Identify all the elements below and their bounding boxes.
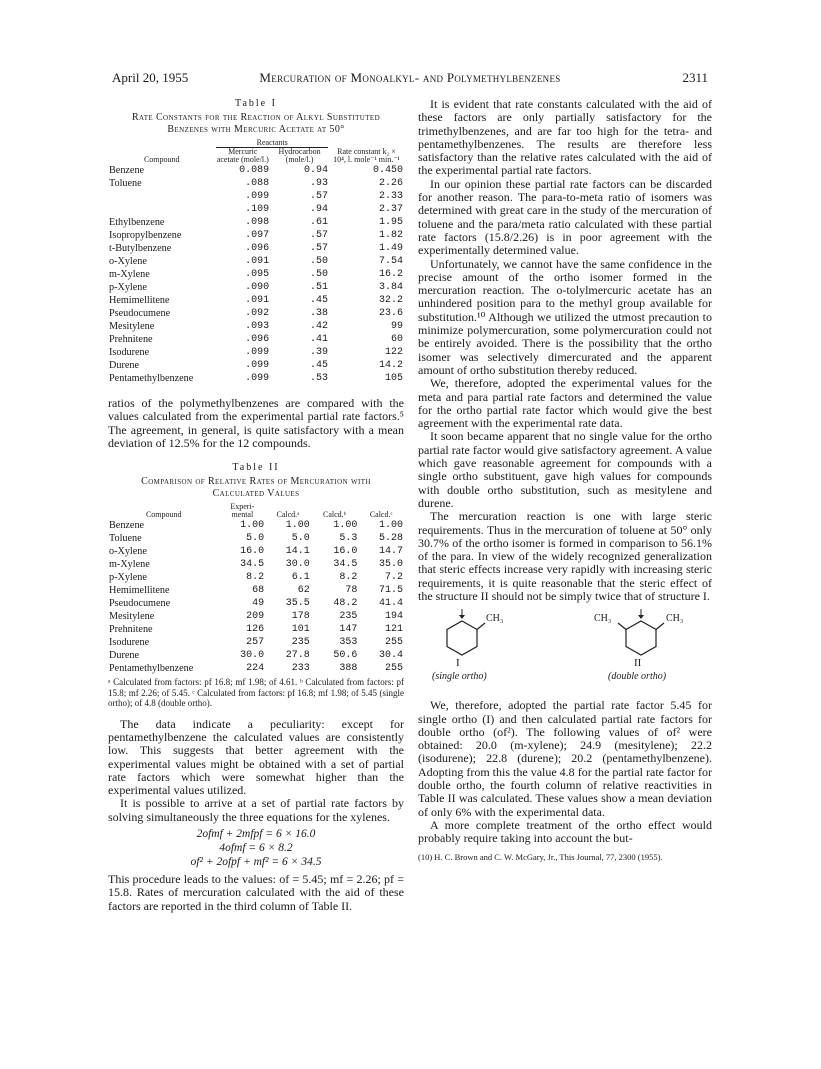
table2-label: Table II (232, 462, 280, 474)
table2-footnote: ᵃ Calculated from factors: pf 16.8; mf 1.98; of 4.61. ᵇ Calculated from factors: pf 15.8; mf 2.26; of 5.45. ᶜ Calculated from factors: pf 16.8; mf 1.98; of 5.45 (single ortho); of 4.8 (double ortho). (108, 677, 404, 709)
experimental-cell: 8.2 (246, 572, 265, 584)
compound-cell: Pentamethylbenzene (109, 373, 194, 384)
compound-cell: Durene (109, 360, 139, 371)
table-row (108, 597, 404, 610)
acetate-cell: .109 (245, 204, 270, 215)
table1-col-rate: Rate constant k₂ × 10⁴, l. mole⁻¹ min.⁻¹ (333, 147, 400, 164)
calcd-c-cell: 121 (384, 624, 403, 636)
equation-1: 2ofmf + 2mfpf = 6 × 16.0 (196, 828, 316, 841)
calcd-b-cell: 8.2 (339, 572, 358, 584)
experimental-cell: 5.0 (246, 533, 265, 545)
acetate-cell: .097 (245, 230, 270, 241)
acetate-cell: .099 (245, 360, 270, 371)
rate-cell: 2.26 (378, 178, 403, 189)
calcd-c-cell: 35.0 (378, 559, 403, 571)
right-paragraph-6: The mercuration reaction is one with large steric requirements. Thus in the mercuration of toluene at 50° only 30.7% of the ortho isomer is formed in comparison to 56.1% of the para. In view of the widely recognized generalization that steric effects increase very rapidly with increasing steric requirements, it is quite reasonable that the steric effect of the structure II should not be simply twice that of structure I. (418, 509, 712, 603)
calcd-a-cell: 233 (291, 663, 310, 675)
compound-cell: Hemimellitene (109, 585, 170, 597)
calcd-a-cell: 5.0 (291, 533, 310, 545)
compound-cell: m-Xylene (109, 559, 150, 571)
table-row (108, 229, 404, 242)
calcd-c-cell: 14.7 (378, 546, 403, 558)
table2-caption-line2: Calculated Values (212, 488, 300, 500)
compound-cell: Pentamethylbenzene (109, 663, 194, 675)
table2-col-calcd-b: Calcd.ᵇ (322, 510, 347, 520)
benzene-ring-single-ortho-icon (432, 609, 522, 659)
experimental-cell: 16.0 (240, 546, 265, 558)
rate-cell: 1.82 (378, 230, 403, 241)
header-date: April 20, 1955 (112, 70, 189, 85)
table2-caption-line1: Comparison of Relative Rates of Mercuration with (141, 476, 371, 488)
compound-cell: Pseudocumene (109, 308, 171, 319)
left-paragraph-3: It is possible to arrive at a set of partial rate factors by solving simultaneously the three equations for the xylenes. (108, 796, 404, 824)
calcd-a-cell: 235 (291, 637, 310, 649)
table-row (108, 636, 404, 649)
table2 (108, 503, 404, 675)
compound-cell: Isodurene (109, 637, 150, 649)
experimental-cell: 30.0 (240, 650, 265, 662)
compound-cell: p-Xylene (109, 282, 147, 293)
experimental-cell: 68 (252, 585, 265, 597)
structure-2-group-left: CH₃ (594, 613, 612, 625)
table2-col-experimental: Experi-mental (230, 502, 255, 520)
compound-cell: Toluene (109, 178, 142, 189)
acetate-cell: .096 (245, 334, 270, 345)
calcd-b-cell: 16.0 (333, 546, 358, 558)
compound-cell: o-Xylene (109, 546, 147, 558)
calcd-a-cell: 101 (291, 624, 310, 636)
right-paragraph-5: It soon became apparent that no single value for the ortho partial rate factor would give satisfactory agreement. A value which gave reasonable agreement for compounds with a single ortho substituent, gave high values for compounds with double ortho substitution, such as mesitylene and durene. (418, 429, 712, 510)
compound-cell: p-Xylene (109, 572, 147, 584)
table2-col-calcd-a: Calcd.ᵃ (276, 510, 300, 520)
calcd-a-cell: 35.5 (285, 598, 310, 610)
table1-col-acetate: Mercuric acetate (mole/l.) (216, 147, 269, 164)
rate-cell: 2.37 (378, 204, 403, 215)
compound-cell: Pseudocumene (109, 598, 171, 610)
rate-cell: 105 (384, 373, 403, 384)
experimental-cell: 257 (246, 637, 265, 649)
left-column (108, 98, 404, 913)
table1-group-header: Reactants (215, 139, 329, 148)
xylene-equations (108, 827, 404, 869)
structure-figures (418, 609, 712, 685)
calcd-b-cell: 1.00 (333, 520, 358, 532)
rate-cell: 2.33 (378, 191, 403, 202)
calcd-b-cell: 353 (339, 637, 358, 649)
rate-cell: 16.2 (378, 269, 403, 280)
hydrocarbon-cell: .41 (309, 334, 328, 345)
table-row (108, 545, 404, 558)
hydrocarbon-cell: .57 (309, 191, 328, 202)
compound-cell: Hemimellitene (109, 295, 170, 306)
rate-cell: 32.2 (378, 295, 403, 306)
experimental-cell: 34.5 (240, 559, 265, 571)
right-paragraph-2: In our opinion these partial rate factors can be discarded for another reason. The para-to-meta ratio of isomers was determined with great care in the study of the mercuration of toluene and the para/meta ratio calculated with these partial rate factors (15.8/2.26) is in poor agreement with the experimentally determined value. (418, 176, 712, 258)
calcd-a-cell: 62 (297, 585, 310, 597)
experimental-cell: 1.00 (240, 520, 265, 532)
table-row (108, 294, 404, 307)
table1-caption-line1: Rate Constants for the Reaction of Alkyl Substituted (131, 112, 381, 123)
hydrocarbon-cell: .94 (309, 204, 328, 215)
compound-cell: Isodurene (109, 347, 150, 358)
table1 (108, 139, 404, 385)
structure-2-number: II (634, 657, 642, 670)
calcd-b-cell: 235 (339, 611, 358, 623)
acetate-cell: .091 (245, 295, 270, 306)
calcd-b-cell: 78 (345, 585, 358, 597)
compound-cell: Durene (109, 650, 139, 662)
hydrocarbon-cell: .38 (309, 308, 328, 319)
table-row (108, 281, 404, 294)
table-row (108, 584, 404, 597)
experimental-cell: 49 (252, 598, 265, 610)
table-row (108, 610, 404, 623)
table-row (108, 662, 404, 675)
rate-cell: 7.54 (378, 256, 403, 267)
right-paragraph-8: A more complete treatment of the ortho effect would probably require taking into account the but- (418, 817, 712, 846)
acetate-cell: .088 (245, 178, 270, 189)
compound-cell (108, 203, 215, 216)
experimental-cell: 126 (246, 624, 265, 636)
table1-caption-line2: Benzenes with Mercuric Acetate at 50° (167, 124, 345, 135)
hydrocarbon-cell: .53 (309, 373, 328, 384)
rate-cell: 122 (384, 347, 403, 358)
table-row (108, 242, 404, 255)
table-row (108, 216, 404, 229)
right-column (418, 98, 712, 862)
rate-cell: 60 (390, 334, 403, 345)
equation-3: of² + 2ofpf + mf² = 6 × 34.5 (190, 856, 322, 869)
calcd-a-cell: 27.8 (285, 650, 310, 662)
rate-cell: 14.2 (378, 360, 403, 371)
acetate-cell: .093 (245, 321, 270, 332)
table-row (108, 320, 404, 333)
left-paragraph-1: ratios of the polymethylbenzenes are compared with the values calculated from the experimental partial rate factors.⁵ The agreement, in general, is quite satisfactory with a mean deviation of 12.5% for the 12 compounds. (108, 396, 404, 450)
table2-col-calcd-c: Calcd.ᶜ (369, 510, 393, 520)
rate-cell: 3.84 (378, 282, 403, 293)
table-row (108, 346, 404, 359)
hydrocarbon-cell: .39 (309, 347, 328, 358)
rate-cell: 23.6 (378, 308, 403, 319)
calcd-c-cell: 41.4 (378, 598, 403, 610)
calcd-b-cell: 388 (339, 663, 358, 675)
calcd-a-cell: 6.1 (291, 572, 310, 584)
calcd-c-cell: 7.2 (384, 572, 403, 584)
hydrocarbon-cell: .93 (309, 178, 328, 189)
calcd-a-cell: 30.0 (285, 559, 310, 571)
table-row (108, 255, 404, 268)
page-number: 2311 (682, 70, 708, 85)
table-row (108, 372, 404, 385)
acetate-cell: .099 (245, 347, 270, 358)
left-paragraph-2: The data indicate a peculiarity: except for pentamethylbenzene the calculated values are consistently low. This suggests that better agreement with the experimental values might be obtained with a set of partial rate factors which were somewhat higher than the experimental values utilized. (108, 716, 404, 798)
table2-col-compound: Compound (145, 510, 182, 520)
left-paragraph-4: This procedure leads to the values: of = 5.45; mf = 2.26; pf = 15.8. Rates of mercuration calculated with the aid of these factors are reported in the third column of Table II. (108, 872, 404, 913)
table-row (108, 190, 404, 203)
hydrocarbon-cell: .42 (309, 321, 328, 332)
header-title: Mercuration of Monoalkyl- and Polymethylbenzenes (259, 70, 561, 85)
table1-col-compound: Compound (143, 155, 180, 164)
calcd-c-cell: 194 (384, 611, 403, 623)
compound-cell: Benzene (109, 520, 145, 532)
table-row (108, 623, 404, 636)
compound-cell: t-Butylbenzene (109, 243, 172, 254)
right-paragraph-3: Unfortunately, we cannot have the same confidence in the precise amount of the ortho isomer formed in the mercuration reaction. The o-tolylmercuric acetate has an unhindered position para to the methyl group available for substitution.¹⁰ Although we utilized the utmost precaution to minimize polymercuration, some polymercuration could not be entirely avoided. There is the possibility that the ortho isomer was selectively dimercurated and the apparent amount of ortho substitution thereby reduced. (418, 256, 712, 377)
table-row (108, 268, 404, 281)
calcd-b-cell: 5.3 (339, 533, 358, 545)
compound-cell: o-Xylene (109, 256, 147, 267)
structure-2-label: (double ortho) (608, 671, 667, 683)
hydrocarbon-cell: .51 (309, 282, 328, 293)
calcd-c-cell: 5.28 (378, 533, 403, 545)
acetate-cell: 0.089 (239, 165, 270, 176)
compound-cell: Toluene (109, 533, 142, 545)
equation-2: 4ofmf = 6 × 8.2 (219, 842, 293, 855)
structure-1-group: CH₃ (486, 613, 504, 625)
calcd-c-cell: 255 (384, 637, 403, 649)
calcd-b-cell: 147 (339, 624, 358, 636)
page-header (112, 70, 708, 90)
calcd-b-cell: 34.5 (333, 559, 358, 571)
table-row (108, 307, 404, 320)
table1-col-hydrocarbon: Hydrocarbon (mole/l.) (278, 147, 321, 164)
hydrocarbon-cell: .61 (309, 217, 328, 228)
acetate-cell: .091 (245, 256, 270, 267)
right-paragraph-1: It is evident that rate constants calculated with the aid of these factors are only partially satisfactory for the trimethylbenzenes, and are far too high for the tetra- and pentamethylbenzenes. The results are therefore less satisfactory than the relative rates calculated with the aid of the experimental partial rate factors. (418, 97, 712, 178)
calcd-c-cell: 255 (384, 663, 403, 675)
compound-cell: Prehnitene (109, 624, 153, 636)
experimental-cell: 209 (246, 611, 265, 623)
compound-cell: Mesitylene (109, 611, 155, 623)
acetate-cell: .092 (245, 308, 270, 319)
compound-cell: Mesitylene (109, 321, 155, 332)
calcd-c-cell: 71.5 (378, 585, 403, 597)
compound-cell (108, 190, 215, 203)
calcd-b-cell: 50.6 (333, 650, 358, 662)
table-row (108, 333, 404, 346)
table-row (108, 359, 404, 372)
hydrocarbon-cell: .57 (309, 230, 328, 241)
compound-cell: Ethylbenzene (109, 217, 165, 228)
hydrocarbon-cell: .45 (309, 295, 328, 306)
rate-cell: 0.450 (372, 165, 403, 176)
rate-cell: 1.95 (378, 217, 403, 228)
calcd-c-cell: 1.00 (378, 520, 403, 532)
experimental-cell: 224 (246, 663, 265, 675)
compound-cell: m-Xylene (109, 269, 150, 280)
acetate-cell: .096 (245, 243, 270, 254)
hydrocarbon-cell: 0.94 (303, 165, 328, 176)
acetate-cell: .099 (245, 191, 270, 202)
hydrocarbon-cell: .57 (309, 243, 328, 254)
rate-cell: 99 (390, 321, 403, 332)
structure-1 (432, 609, 522, 683)
table-row (108, 164, 404, 177)
calcd-a-cell: 14.1 (285, 546, 310, 558)
table-row (108, 177, 404, 190)
compound-cell: Benzene (109, 165, 145, 176)
calcd-a-cell: 1.00 (285, 520, 310, 532)
table2-body (108, 519, 404, 675)
calcd-a-cell: 178 (291, 611, 310, 623)
table-row (108, 558, 404, 571)
hydrocarbon-cell: .45 (309, 360, 328, 371)
hydrocarbon-cell: .50 (309, 256, 328, 267)
structure-2 (586, 609, 706, 683)
table-row (108, 203, 404, 216)
acetate-cell: .098 (245, 217, 270, 228)
acetate-cell: .099 (245, 373, 270, 384)
table-row (108, 519, 404, 532)
right-paragraph-7: We, therefore, adopted the partial rate factor 5.45 for single ortho (I) and then calculated partial rate factors for double ortho (of²). The following values of of² were obtained: 20.0 (m-xylene); 24.9 (mesitylene); 22.2 (isodurene); 22.8 (durene); 20.2 (pentamethylbenzene). Adopting from this the value 4.8 for the partial rate factor for double ortho, the fourth column of relative reactivities in Table II was calculated. These values show a mean deviation of only 6% with the experimental data. (418, 698, 712, 819)
right-paragraph-4: We, therefore, adopted the experimental values for the meta and para partial rate factors and determined the value for the ortho partial rate factor which would give the best agreement with the experimental rate data. (418, 376, 712, 431)
acetate-cell: .090 (245, 282, 270, 293)
structure-2-group-right: CH₃ (666, 613, 684, 625)
compound-cell: Prehnitene (109, 334, 153, 345)
rate-cell: 1.49 (378, 243, 403, 254)
table-row (108, 532, 404, 545)
table1-label: Table I (235, 98, 277, 109)
calcd-c-cell: 30.4 (378, 650, 403, 662)
hydrocarbon-cell: .50 (309, 269, 328, 280)
table-row (108, 649, 404, 662)
reference-10: (10) H. C. Brown and C. W. McGary, Jr., This Journal, 77, 2300 (1955). (418, 851, 663, 862)
compound-cell: Isopropylbenzene (109, 230, 182, 241)
table1-body (108, 164, 404, 385)
table-row (108, 571, 404, 584)
structure-1-label: (single ortho) (432, 671, 487, 683)
calcd-b-cell: 48.2 (333, 598, 358, 610)
acetate-cell: .095 (245, 269, 270, 280)
structure-1-number: I (456, 657, 460, 670)
